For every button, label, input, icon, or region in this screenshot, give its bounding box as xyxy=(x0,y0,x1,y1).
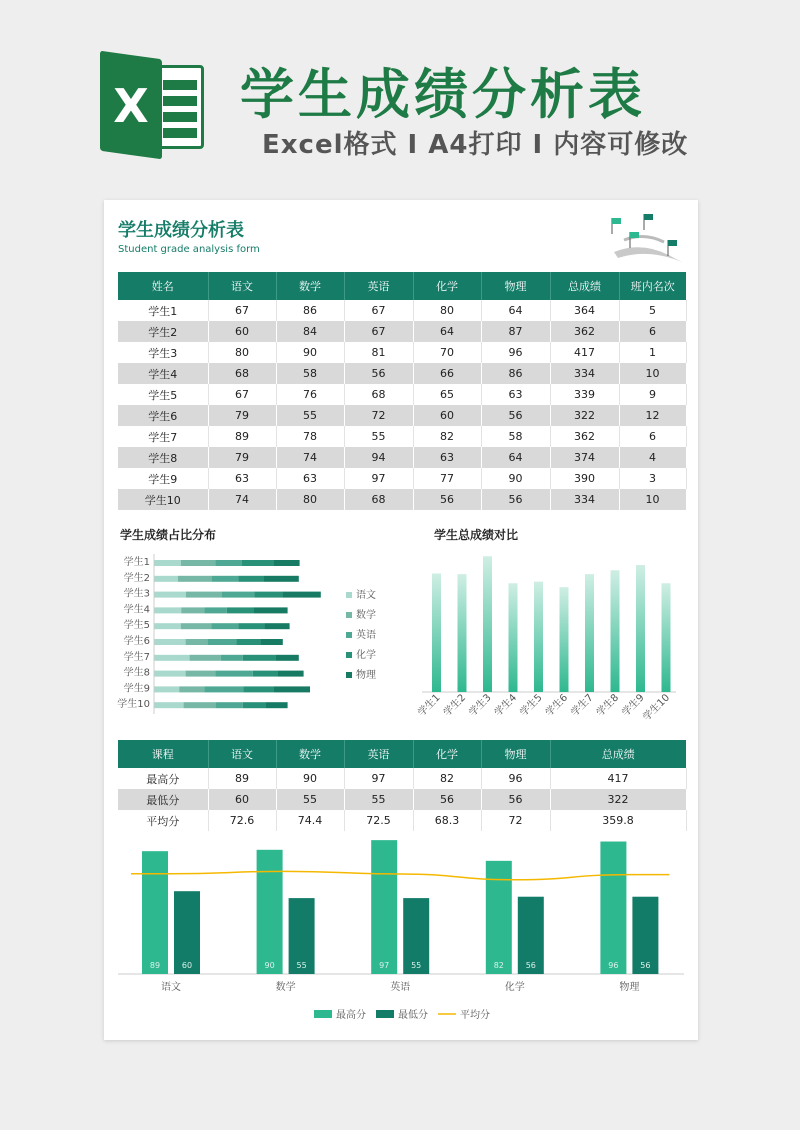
column-header: 数学 xyxy=(276,272,344,300)
table-cell: 78 xyxy=(276,426,344,447)
table-cell: 322 xyxy=(550,405,619,426)
y-tick-label: 学生1 xyxy=(123,557,150,568)
table-cell: 362 xyxy=(550,426,619,447)
excel-badge xyxy=(100,51,162,160)
legend-swatch xyxy=(346,632,352,638)
table-row xyxy=(118,489,686,510)
stacked-bar-segment xyxy=(222,592,254,598)
stacked-bar-segment xyxy=(154,671,186,677)
table-cell: 学生2 xyxy=(118,321,208,342)
table-cell: 56 xyxy=(481,789,550,810)
table-cell: 3 xyxy=(619,468,686,489)
legend-swatch xyxy=(376,1010,394,1018)
stacked-bar-segment xyxy=(186,592,222,598)
chart-title-distribution: 学生成绩占比分布 xyxy=(120,528,217,542)
table-cell: 学生6 xyxy=(118,405,208,426)
stacked-bar-segment xyxy=(253,607,287,613)
table-cell: 417 xyxy=(550,342,619,363)
stacked-bar-segment xyxy=(181,560,215,566)
table-row xyxy=(118,789,686,810)
column-header: 物理 xyxy=(481,272,550,300)
data-label: 96 xyxy=(608,961,619,970)
x-tick-label: 语文 xyxy=(161,982,181,993)
document-sheet xyxy=(104,200,698,1040)
x-tick-label: 物理 xyxy=(619,982,640,993)
table-row xyxy=(118,768,686,789)
legend-label: 最高分 xyxy=(336,1010,366,1021)
data-label: 89 xyxy=(149,961,161,970)
table-cell: 4 xyxy=(619,447,686,468)
scores-body xyxy=(118,300,686,510)
column-header: 语文 xyxy=(208,740,276,768)
average-score-line xyxy=(131,871,669,879)
data-label: 60 xyxy=(181,961,193,970)
x-tick-label: 学生3 xyxy=(467,692,494,719)
table-cell: 80 xyxy=(276,489,344,510)
stacked-bar-segment xyxy=(215,560,242,566)
legend-label: 化学 xyxy=(356,650,376,661)
scores-table xyxy=(118,272,687,510)
table-cell: 362 xyxy=(550,321,619,342)
stacked-bar-segment xyxy=(211,623,238,629)
column-header: 课程 xyxy=(118,740,208,768)
data-label: 56 xyxy=(525,961,536,970)
legend-label: 数学 xyxy=(356,610,376,621)
table-cell: 90 xyxy=(276,768,344,789)
table-cell: 学生1 xyxy=(118,300,208,321)
table-row xyxy=(118,321,686,342)
y-tick-label: 学生3 xyxy=(123,588,150,600)
table-cell: 学生7 xyxy=(118,426,208,447)
column-bar xyxy=(458,574,467,692)
table-cell: 94 xyxy=(344,447,413,468)
stacked-bar-segment xyxy=(243,702,265,708)
table-cell: 68 xyxy=(344,489,413,510)
stacked-bar-segment xyxy=(154,592,186,598)
stacked-bar-segment xyxy=(243,686,274,692)
logo-letter: X xyxy=(113,79,149,133)
stacked-bar-segment xyxy=(154,655,190,661)
legend-swatch xyxy=(346,672,352,678)
table-cell: 66 xyxy=(413,363,481,384)
flags-road-icon xyxy=(604,210,688,266)
table-cell: 学生4 xyxy=(118,363,208,384)
table-cell: 9 xyxy=(619,384,686,405)
table-cell: 1 xyxy=(619,342,686,363)
stacked-bar-segment xyxy=(186,671,216,677)
data-label: 90 xyxy=(264,961,275,970)
table-cell: 96 xyxy=(481,768,550,789)
table-cell: 84 xyxy=(276,321,344,342)
table-cell: 最高分 xyxy=(118,768,208,789)
x-tick-label: 学生7 xyxy=(569,692,596,719)
data-label: 97 xyxy=(379,961,390,970)
table-cell: 72.6 xyxy=(208,810,276,831)
table-cell: 63 xyxy=(413,447,481,468)
table-cell: 67 xyxy=(344,321,413,342)
column-bar xyxy=(560,587,569,692)
stacked-bar-segment xyxy=(260,639,282,645)
x-tick-label: 数学 xyxy=(275,982,296,993)
table-cell: 97 xyxy=(344,468,413,489)
table-cell: 68 xyxy=(208,363,276,384)
column-header: 物理 xyxy=(481,740,550,768)
table-cell: 72 xyxy=(481,810,550,831)
table-cell: 417 xyxy=(550,768,686,789)
stacked-bar-segment xyxy=(227,607,253,613)
legend-swatch xyxy=(346,612,352,618)
x-tick-label: 学生8 xyxy=(594,692,622,719)
table-cell: 64 xyxy=(413,321,481,342)
stacked-bar-segment xyxy=(190,655,221,661)
table-cell: 80 xyxy=(208,342,276,363)
y-tick-label: 学生8 xyxy=(123,667,150,679)
table-cell: 60 xyxy=(208,321,276,342)
legend-swatch xyxy=(314,1010,332,1018)
table-row xyxy=(118,810,686,831)
table-cell: 68 xyxy=(344,384,413,405)
table-row xyxy=(118,300,686,321)
excel-logo-icon xyxy=(100,55,208,155)
table-row xyxy=(118,447,686,468)
table-cell: 79 xyxy=(208,447,276,468)
y-tick-label: 学生10 xyxy=(117,699,150,711)
table-cell: 87 xyxy=(481,321,550,342)
table-cell: 86 xyxy=(481,363,550,384)
x-tick-label: 学生10 xyxy=(641,692,673,724)
stacked-bar-segment xyxy=(254,592,282,598)
column-bar xyxy=(509,583,518,692)
stacked-bar-segment xyxy=(154,623,181,629)
table-cell: 70 xyxy=(413,342,481,363)
max-score-bar xyxy=(257,850,283,974)
stacked-bar-segment xyxy=(184,702,216,708)
table-cell: 334 xyxy=(550,363,619,384)
summary-table xyxy=(118,740,687,831)
table-cell: 339 xyxy=(550,384,619,405)
stacked-bar-segment xyxy=(216,702,243,708)
stacked-bar-segment xyxy=(181,607,204,613)
table-cell: 学生9 xyxy=(118,468,208,489)
total-score-column-chart xyxy=(414,550,684,730)
legend-swatch xyxy=(346,592,352,598)
table-cell: 55 xyxy=(344,789,413,810)
table-cell: 学生3 xyxy=(118,342,208,363)
table-cell: 学生10 xyxy=(118,489,208,510)
table-cell: 97 xyxy=(344,768,413,789)
stacked-bar-segment xyxy=(154,639,186,645)
stacked-bar-chart xyxy=(114,550,404,725)
table-cell: 81 xyxy=(344,342,413,363)
column-bar xyxy=(636,565,645,692)
stacked-bar-segment xyxy=(274,560,300,566)
max-score-bar xyxy=(142,851,168,974)
table-cell: 90 xyxy=(481,468,550,489)
legend-label: 平均分 xyxy=(460,1010,490,1021)
column-header: 英语 xyxy=(344,272,413,300)
table-cell: 63 xyxy=(208,468,276,489)
stacked-bar-segment xyxy=(212,576,239,582)
table-cell: 89 xyxy=(208,768,276,789)
max-score-bar xyxy=(486,861,512,974)
max-score-bar xyxy=(600,842,626,974)
table-cell: 56 xyxy=(481,405,550,426)
data-label: 56 xyxy=(640,961,651,970)
column-bar xyxy=(585,574,594,692)
sheet-subtitle: Student grade analysis form xyxy=(118,244,260,255)
stacked-bar-segment xyxy=(178,576,212,582)
x-tick-label: 学生9 xyxy=(620,692,647,719)
table-cell: 6 xyxy=(619,321,686,342)
stacked-bar-segment xyxy=(265,702,287,708)
stacked-bar-segment xyxy=(204,686,243,692)
table-cell: 56 xyxy=(413,489,481,510)
summary-combo-chart xyxy=(114,840,688,1030)
stacked-bar-segment xyxy=(282,592,320,598)
table-cell: 67 xyxy=(208,384,276,405)
column-header: 姓名 xyxy=(118,272,208,300)
table-cell: 5 xyxy=(619,300,686,321)
table-cell: 72.5 xyxy=(344,810,413,831)
x-tick-label: 学生4 xyxy=(492,692,520,719)
x-tick-label: 化学 xyxy=(504,982,525,993)
table-cell: 10 xyxy=(619,489,686,510)
table-cell: 390 xyxy=(550,468,619,489)
data-label: 55 xyxy=(411,961,422,970)
y-tick-label: 学生4 xyxy=(123,604,150,616)
table-cell: 89 xyxy=(208,426,276,447)
stacked-bar-segment xyxy=(236,639,260,645)
stacked-bar-segment xyxy=(238,576,264,582)
table-cell: 74 xyxy=(276,447,344,468)
table-cell: 90 xyxy=(276,342,344,363)
data-label: 82 xyxy=(493,961,504,970)
stacked-bar-segment xyxy=(264,576,299,582)
table-cell: 63 xyxy=(481,384,550,405)
stacked-bar-segment xyxy=(243,655,276,661)
stacked-bar-segment xyxy=(278,671,304,677)
table-cell: 374 xyxy=(550,447,619,468)
summary-body xyxy=(118,768,686,831)
table-cell: 67 xyxy=(208,300,276,321)
stacked-bar-segment xyxy=(154,607,181,613)
table-cell: 80 xyxy=(413,300,481,321)
column-header: 化学 xyxy=(413,272,481,300)
column-bar xyxy=(662,583,671,692)
table-cell: 56 xyxy=(344,363,413,384)
banner xyxy=(0,0,800,200)
table-cell: 68.3 xyxy=(413,810,481,831)
stacked-bar-segment xyxy=(208,639,237,645)
column-bar xyxy=(534,582,543,692)
table-row xyxy=(118,426,686,447)
table-cell: 64 xyxy=(481,300,550,321)
legend-label: 最低分 xyxy=(398,1010,428,1021)
table-cell: 77 xyxy=(413,468,481,489)
table-cell: 学生5 xyxy=(118,384,208,405)
stacked-bar-segment xyxy=(221,655,243,661)
table-cell: 65 xyxy=(413,384,481,405)
stacked-bar-segment xyxy=(186,639,208,645)
chart-title-total: 学生总成绩对比 xyxy=(434,528,519,542)
x-tick-label: 学生2 xyxy=(441,692,469,719)
table-cell: 56 xyxy=(481,489,550,510)
stacked-bar-segment xyxy=(154,576,178,582)
table-cell: 55 xyxy=(276,405,344,426)
table-cell: 60 xyxy=(208,789,276,810)
table-cell: 79 xyxy=(208,405,276,426)
x-tick-label: 学生6 xyxy=(543,692,571,719)
legend-swatch xyxy=(346,652,352,658)
table-row xyxy=(118,468,686,489)
table-cell: 12 xyxy=(619,405,686,426)
column-header: 化学 xyxy=(413,740,481,768)
column-bar xyxy=(483,556,492,692)
x-tick-label: 英语 xyxy=(390,982,411,993)
table-cell: 67 xyxy=(344,300,413,321)
scores-header-row xyxy=(118,272,686,300)
table-cell: 最低分 xyxy=(118,789,208,810)
column-header: 总成绩 xyxy=(550,740,686,768)
table-cell: 364 xyxy=(550,300,619,321)
stacked-bar-segment xyxy=(238,623,264,629)
y-tick-label: 学生9 xyxy=(123,683,150,695)
table-cell: 55 xyxy=(276,789,344,810)
table-cell: 64 xyxy=(481,447,550,468)
y-tick-label: 学生2 xyxy=(123,572,150,584)
stacked-bar-segment xyxy=(274,686,310,692)
y-tick-label: 学生5 xyxy=(123,620,150,632)
table-cell: 74.4 xyxy=(276,810,344,831)
stacked-bar-segment xyxy=(154,560,181,566)
legend-label: 物理 xyxy=(356,670,376,681)
table-cell: 平均分 xyxy=(118,810,208,831)
table-cell: 55 xyxy=(344,426,413,447)
column-header: 总成绩 xyxy=(550,272,619,300)
banner-subtitle: Excel格式 I A4打印 I 内容可修改 xyxy=(262,130,689,160)
stacked-bar-segment xyxy=(276,655,299,661)
table-cell: 56 xyxy=(413,789,481,810)
max-score-bar xyxy=(371,840,397,974)
y-tick-label: 学生7 xyxy=(123,651,150,663)
table-cell: 74 xyxy=(208,489,276,510)
table-cell: 86 xyxy=(276,300,344,321)
table-cell: 96 xyxy=(481,342,550,363)
column-bar xyxy=(611,570,620,692)
stacked-bar-segment xyxy=(242,560,274,566)
stacked-bar-segment xyxy=(179,686,204,692)
table-cell: 322 xyxy=(550,789,686,810)
stacked-bar-segment xyxy=(253,671,278,677)
table-row xyxy=(118,363,686,384)
table-cell: 359.8 xyxy=(550,810,686,831)
table-cell: 63 xyxy=(276,468,344,489)
data-label: 55 xyxy=(296,961,307,970)
stacked-bar-segment xyxy=(215,671,253,677)
y-tick-label: 学生6 xyxy=(123,636,150,647)
column-header: 英语 xyxy=(344,740,413,768)
table-cell: 6 xyxy=(619,426,686,447)
stacked-bar-segment xyxy=(204,607,226,613)
table-cell: 72 xyxy=(344,405,413,426)
table-cell: 58 xyxy=(276,363,344,384)
x-tick-label: 学生1 xyxy=(416,692,443,719)
column-header: 数学 xyxy=(276,740,344,768)
banner-title: 学生成绩分析表 xyxy=(240,63,646,126)
table-cell: 82 xyxy=(413,768,481,789)
table-row xyxy=(118,405,686,426)
table-cell: 82 xyxy=(413,426,481,447)
legend-label: 语文 xyxy=(356,590,376,601)
stacked-bar-segment xyxy=(154,686,179,692)
x-tick-label: 学生5 xyxy=(518,692,545,719)
table-cell: 58 xyxy=(481,426,550,447)
legend-label: 英语 xyxy=(356,630,376,641)
table-cell: 76 xyxy=(276,384,344,405)
summary-header-row xyxy=(118,740,686,768)
stacked-bar-segment xyxy=(264,623,289,629)
column-header: 语文 xyxy=(208,272,276,300)
sheet-title: 学生成绩分析表 xyxy=(118,220,244,241)
table-cell: 10 xyxy=(619,363,686,384)
column-header: 班内名次 xyxy=(619,272,686,300)
stacked-bar-segment xyxy=(181,623,211,629)
stacked-bar-segment xyxy=(154,702,184,708)
table-cell: 334 xyxy=(550,489,619,510)
table-cell: 60 xyxy=(413,405,481,426)
table-cell: 学生8 xyxy=(118,447,208,468)
table-row xyxy=(118,384,686,405)
table-row xyxy=(118,342,686,363)
column-bar xyxy=(432,573,441,692)
